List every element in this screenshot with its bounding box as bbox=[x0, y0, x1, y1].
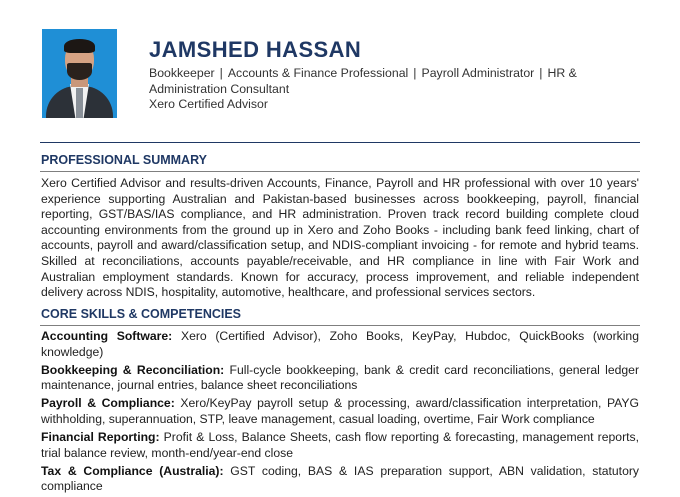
title-separator: | bbox=[219, 66, 223, 80]
skill-item bbox=[41, 396, 639, 427]
title-item: Payroll Administrator bbox=[421, 66, 535, 80]
summary-heading: PROFESSIONAL SUMMARY bbox=[41, 153, 207, 167]
skill-item bbox=[41, 430, 639, 461]
title-item: Accounts & Finance Professional bbox=[227, 66, 409, 80]
professional-titles bbox=[149, 66, 649, 113]
skill-text: Xero/KeyPay payroll setup & processing, award/classification interpretation, PAYG withholding, superannuation, STP, leave management, casual loading, overtime, Fair Work compliance bbox=[41, 396, 640, 426]
profile-photo bbox=[42, 29, 117, 118]
skill-label: Bookkeeping & Reconciliation: bbox=[41, 362, 225, 377]
summary-divider bbox=[40, 171, 640, 172]
photo-hair bbox=[64, 39, 95, 53]
skill-label: Financial Reporting: bbox=[41, 430, 160, 445]
skill-label: Tax & Compliance (Australia): bbox=[41, 463, 224, 478]
photo-beard bbox=[67, 63, 92, 80]
skills-heading: CORE SKILLS & COMPETENCIES bbox=[41, 307, 242, 321]
skill-item bbox=[41, 329, 639, 360]
summary-text: Xero Certified Advisor and results-driven Accounts, Finance, Payroll and HR professional with over 10 years' experience supporting Australian and Pakistan-based businesses across bookkeeping, payroll, financial reporting, GST/BAS/IAS compliance, and HR administration. Proven track record building complete cloud accounting environments from the ground up in Xero and Zoho Books - including bank feed linking, chart of accounts, payroll and award/classification setup, and NDIS-compliant invoicing - for remote and hybrid teams. Skilled at reconciliations, accounts payable/receivable, and HR compliance in line with Fair Work and Australian employment standards. Known for accuracy, process improvement, and reliable independent delivery across NDIS, hospitality, automotive, healthcare, and professional services sectors. bbox=[41, 176, 639, 300]
skill-label: Accounting Software: bbox=[41, 329, 173, 343]
skills-list bbox=[41, 329, 639, 497]
title-separator: | bbox=[413, 66, 417, 80]
title-item: HR & Administration Consultant bbox=[149, 66, 577, 96]
photo-tie bbox=[76, 88, 83, 118]
candidate-name: JAMSHED HASSAN bbox=[149, 37, 362, 62]
skill-text: Profit & Loss, Balance Sheets, cash flow reporting & forecasting, management reports, trial balance review, month-end/year-end close bbox=[41, 430, 639, 460]
title-separator: | bbox=[539, 66, 543, 80]
title-item: Bookkeeper bbox=[149, 66, 215, 80]
skills-divider bbox=[40, 325, 640, 326]
title-item: Xero Certified Advisor bbox=[149, 97, 268, 111]
skill-text: GST coding, BAS & IAS preparation support, ABN validation, statutory compliance bbox=[41, 463, 639, 494]
header-divider bbox=[40, 142, 640, 143]
skill-text: Full-cycle bookkeeping, bank & credit card reconciliations, general ledger maintenance, journal entries, balance sheet reconciliations bbox=[41, 362, 640, 393]
skill-item bbox=[41, 464, 639, 495]
skill-item bbox=[41, 363, 639, 394]
skill-label: Payroll & Compliance: bbox=[41, 396, 175, 411]
skill-text: Xero (Certified Advisor), Zoho Books, KeyPay, Hubdoc, QuickBooks (working knowledge) bbox=[41, 329, 639, 359]
